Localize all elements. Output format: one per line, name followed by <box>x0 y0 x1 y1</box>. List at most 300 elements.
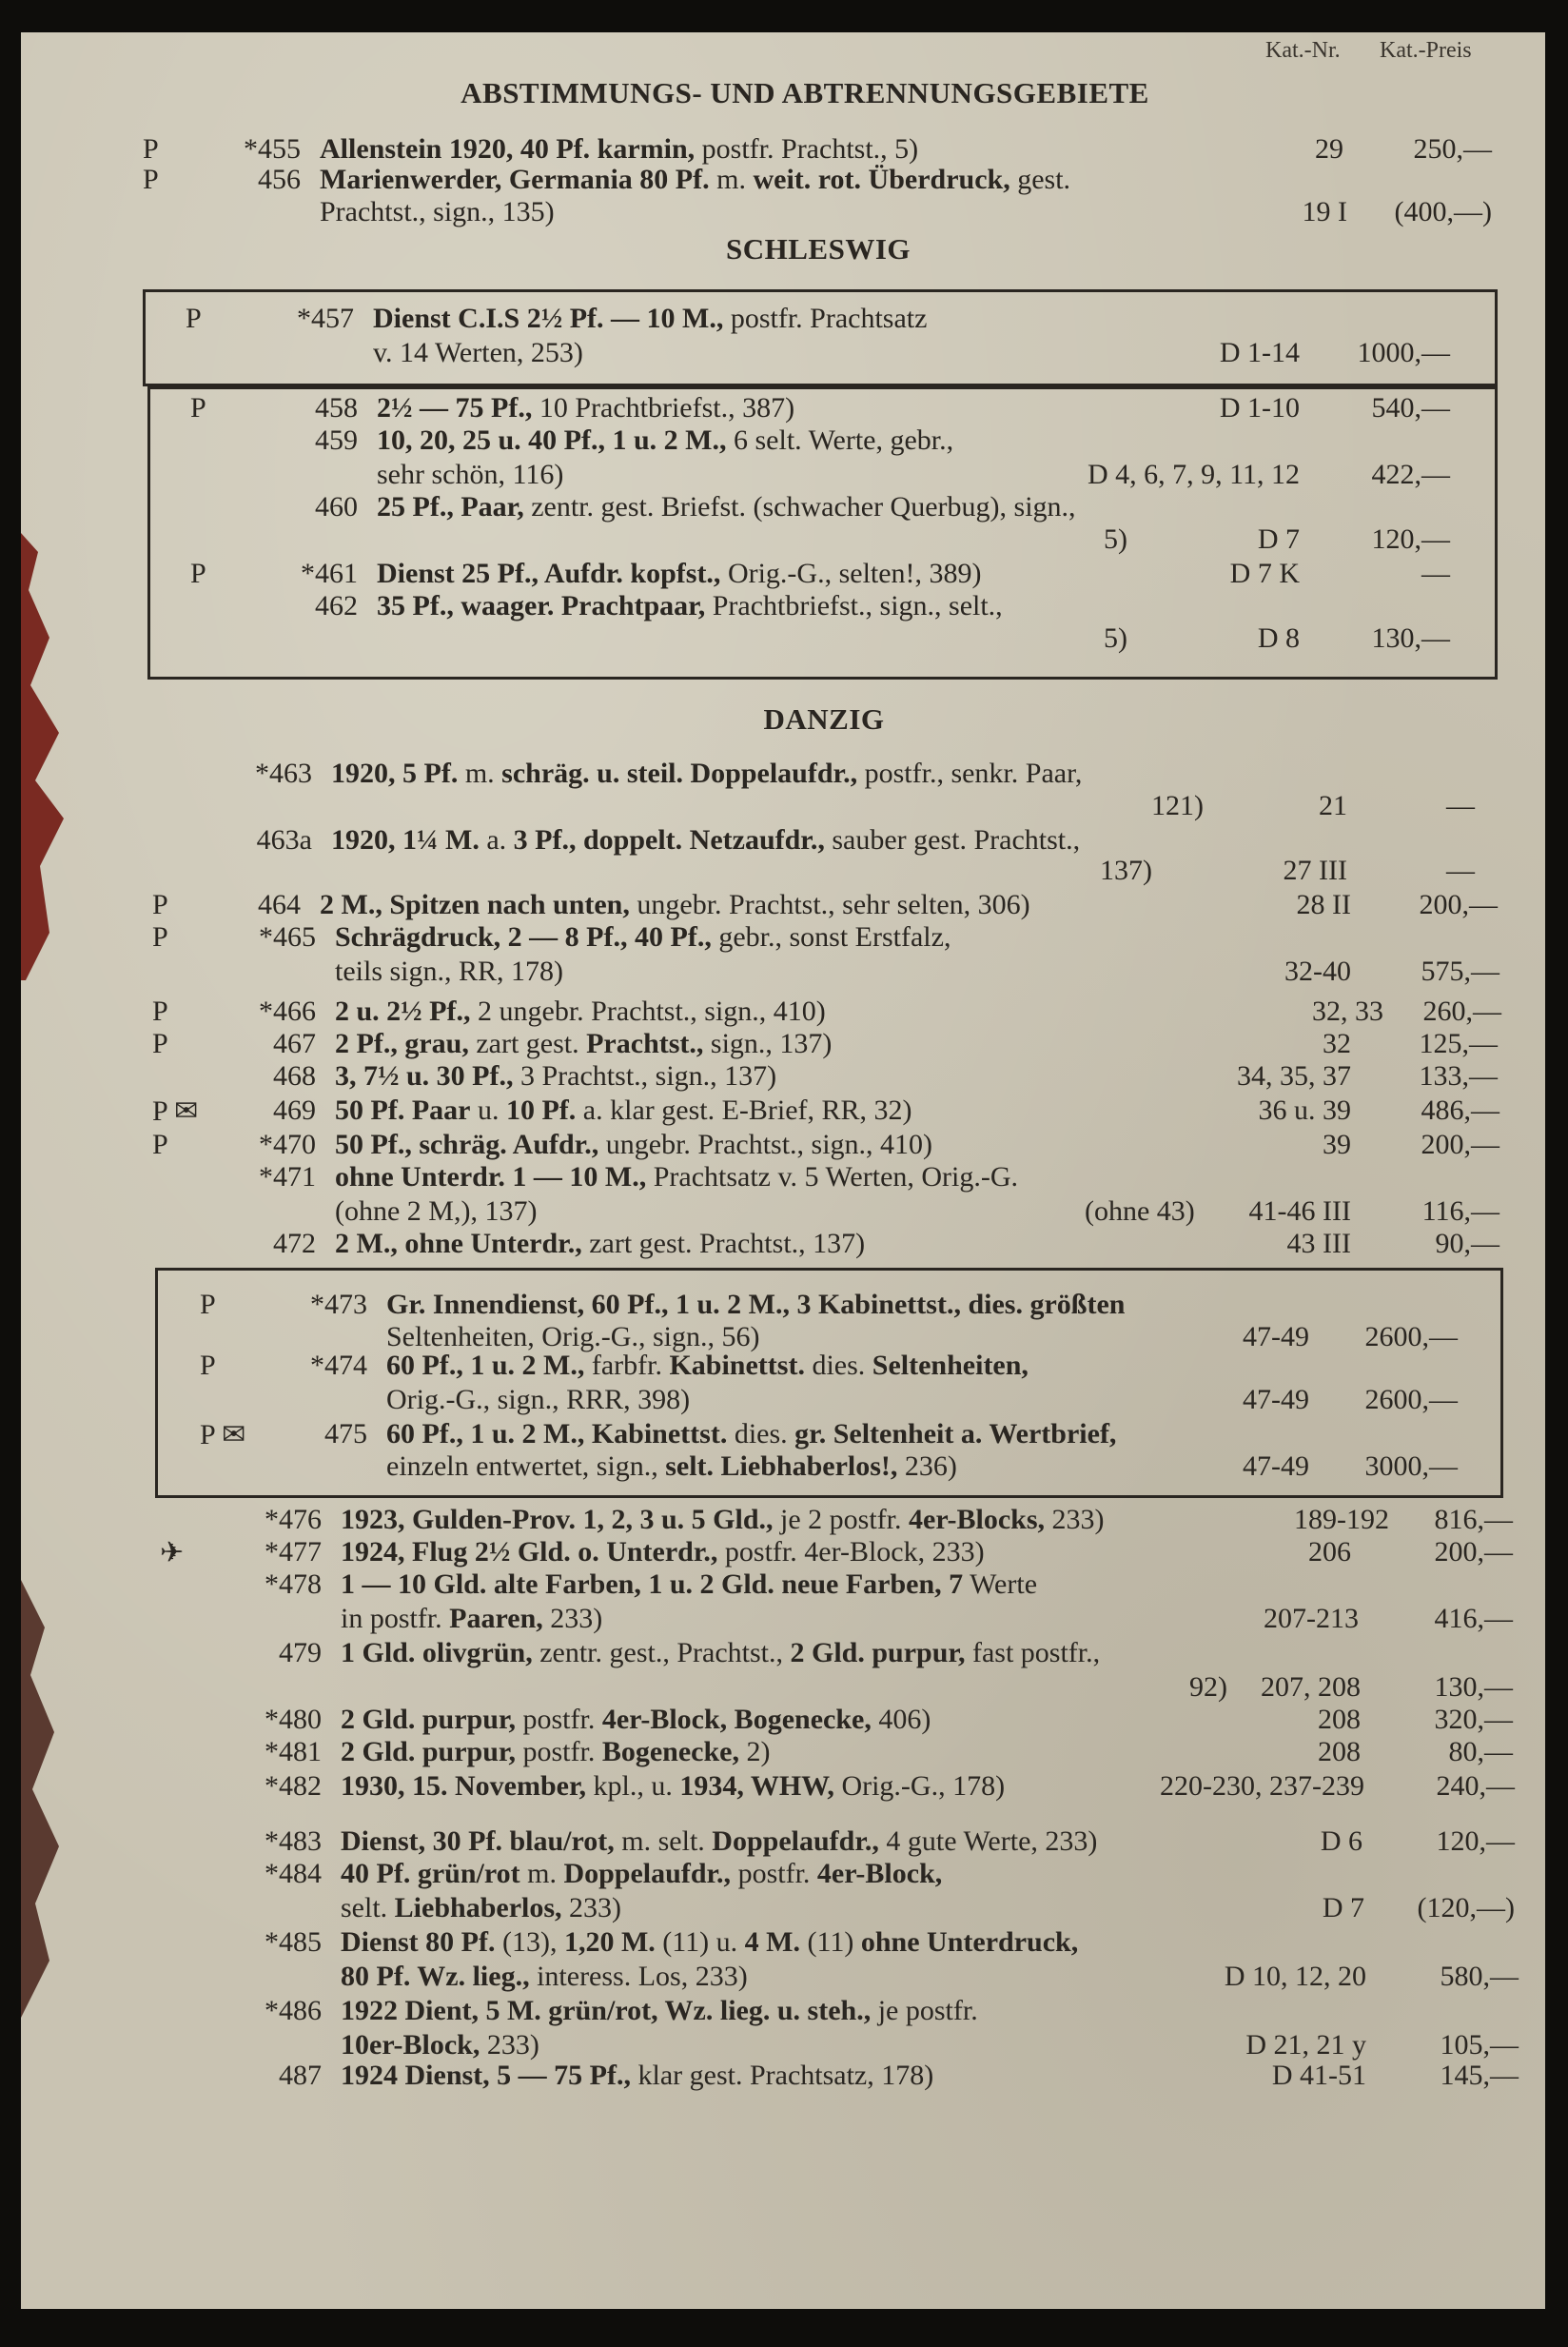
catalog-price: 133,— <box>1419 1060 1498 1092</box>
entry-description <box>335 1060 776 1093</box>
entry-text: gest. <box>1009 164 1071 195</box>
entry-text: Orig.-G., sign., RRR, 398) <box>386 1384 691 1415</box>
entry-bold-text: 4er-Block, Bogenecke, <box>601 1704 872 1735</box>
entry-number: 479 <box>279 1637 322 1668</box>
entry-text: 5) <box>1104 622 1127 654</box>
catalog-price: 422,— <box>1371 459 1450 490</box>
catalog-price: 1000,— <box>1357 337 1450 368</box>
entry-number: 472 <box>273 1228 316 1259</box>
entry-bold-text: selt. Liebhaberlos!, <box>665 1450 898 1482</box>
entry-number: 463a <box>256 824 312 856</box>
entry-text: zentr. gest. Briefst. (schwacher Querbug), sign., <box>523 491 1076 523</box>
entry-description <box>331 758 1082 790</box>
entry-description <box>335 996 826 1028</box>
entry-bold-text: Marienwerder, Germania 80 Pf. <box>320 164 710 195</box>
entry-description <box>341 1858 942 1890</box>
entry-text: m. <box>458 758 502 789</box>
kat-preis-header: Kat.-Preis <box>1380 38 1472 63</box>
entry-bold-text: 25 Pf., Paar, <box>377 491 524 523</box>
entry-bold-text: 2 u. 2½ Pf., <box>335 996 471 1027</box>
entry-description <box>386 1418 1116 1450</box>
entry-bold-text: gr. Seltenheit a. Wertbrief, <box>794 1418 1117 1450</box>
catalog-number: 34, 35, 37 <box>1237 1060 1351 1092</box>
entry-bold-text: 1,20 M. <box>563 1926 656 1958</box>
entry-description-line2 <box>386 1384 690 1416</box>
entry-text: Orig.-G., 178) <box>833 1770 1006 1802</box>
entry-text: 10 Prachtbriefst., 387) <box>532 392 795 424</box>
entry-text: (ohne 2 M,), 137) <box>335 1195 538 1227</box>
entry-text: kpl., u. <box>586 1770 680 1802</box>
catalog-number: 220-230, 237-239 <box>1160 1770 1364 1802</box>
entry-text: farbfr. <box>584 1350 670 1381</box>
entry-number: *466 <box>259 996 316 1027</box>
entry-number: *461 <box>301 558 358 589</box>
entry-text: gebr., sonst Erstfalz, <box>711 921 951 953</box>
entry-number: *455 <box>244 133 301 165</box>
entry-description-line2 <box>341 2029 539 2061</box>
entry-description <box>320 164 1070 196</box>
catalog-price: 486,— <box>1421 1095 1499 1126</box>
catalog-number: 43 III <box>1286 1228 1351 1259</box>
entry-text: ungebr. Prachtst., sign., 410) <box>598 1129 933 1160</box>
entry-bold-text: Allenstein 1920, 40 Pf. karmin, <box>320 133 696 165</box>
catalog-number: 47-49 <box>1243 1321 1309 1352</box>
catalog-number: D 10, 12, 20 <box>1224 1961 1366 1992</box>
entry-number: *471 <box>259 1161 316 1193</box>
entry-bold-text: Dienst, 30 Pf. blau/rot, <box>341 1825 615 1857</box>
entry-text: in postfr. <box>341 1603 450 1634</box>
entry-bold-text: 2 M., ohne Unterdr., <box>335 1228 582 1259</box>
entry-number: *483 <box>265 1825 322 1857</box>
entry-number: 456 <box>258 164 301 195</box>
entry-description <box>373 303 927 335</box>
entry-text: m. <box>709 164 754 195</box>
entry-description <box>341 1536 985 1568</box>
entry-number: 464 <box>258 889 301 920</box>
entry-bold-text: Paaren, <box>449 1603 543 1634</box>
entry-description <box>377 392 794 424</box>
catalog-price: (400,—) <box>1394 196 1492 227</box>
catalog-price: 145,— <box>1440 2060 1519 2091</box>
catalog-number: D 7 K <box>1229 558 1300 589</box>
entry-description-line2 <box>1100 855 1152 887</box>
entry-text: postfr. 4er-Block, 233) <box>717 1536 985 1568</box>
entry-number: 460 <box>315 491 358 523</box>
entry-description <box>377 558 982 590</box>
entry-bold-text: 10, 20, 25 u. 40 Pf., 1 u. 2 M., <box>377 424 727 456</box>
entry-bold-text: 2 Gld. purpur, <box>790 1637 966 1668</box>
entry-bold-text: Kabinettst. <box>669 1350 805 1381</box>
entry-bold-text: ohne Unterdruck, <box>860 1926 1079 1958</box>
entry-bold-text: 2½ — 75 Pf., <box>377 392 533 424</box>
entry-description <box>341 1704 931 1736</box>
catalog-number: D 1-10 <box>1219 392 1300 424</box>
entry-bold-text: weit. rot. Überdruck, <box>753 164 1010 195</box>
entry-bold-text: 4er-Blocks, <box>909 1504 1046 1535</box>
entry-description <box>341 1995 978 2027</box>
entry-bold-text: Seltenheiten, <box>872 1350 1029 1381</box>
entry-bold-text: 3, 7½ u. 30 Pf., <box>335 1060 514 1092</box>
entry-text: 121) <box>1151 790 1204 821</box>
catalog-price: 575,— <box>1421 956 1499 987</box>
catalog-price: 120,— <box>1436 1825 1515 1857</box>
entry-mark: P <box>190 558 206 589</box>
entry-bold-text: 60 Pf., 1 u. 2 M., <box>386 1350 585 1381</box>
entry-bold-text: 1922 Dient, 5 M. grün/rot, Wz. lieg. u. steh., <box>341 1995 872 2026</box>
entry-description <box>341 1825 1097 1858</box>
entry-text: postfr., senkr. Paar, <box>857 758 1083 789</box>
entry-number: *484 <box>265 1858 322 1889</box>
entry-bold-text: Gr. Innendienst, 60 Pf., 1 u. 2 M., 3 Kabinettst., dies. größten <box>386 1289 1126 1320</box>
entry-number: *476 <box>265 1504 322 1535</box>
entry-text: 233) <box>542 1603 603 1634</box>
catalog-price: 250,— <box>1413 133 1492 165</box>
entry-text: Werte <box>963 1568 1038 1600</box>
entry-text: klar gest. Prachtsatz, 178) <box>630 2060 934 2091</box>
entry-description-line2 <box>1189 1671 1227 1704</box>
catalog-number: 21 <box>1319 790 1347 821</box>
entry-text: sign., 137) <box>703 1028 833 1059</box>
entry-description-line2 <box>341 1892 621 1924</box>
catalog-number: 47-49 <box>1243 1450 1309 1482</box>
entry-text: je postfr. <box>871 1995 978 2026</box>
entry-description <box>341 2060 933 2092</box>
entry-bold-text: 1920, 1¼ M. <box>331 824 480 856</box>
catalog-number: 207, 208 <box>1261 1671 1361 1703</box>
entry-number: *465 <box>259 921 316 953</box>
entry-mark: ✈ <box>160 1537 185 1568</box>
entry-text: postfr. Prachtst., 5) <box>695 133 919 165</box>
catalog-number: 208 <box>1318 1736 1361 1767</box>
entry-mark: P ✉ <box>200 1419 246 1450</box>
entry-number: *485 <box>265 1926 322 1958</box>
catalog-price: 240,— <box>1436 1770 1515 1802</box>
entry-text: 6 selt. Werte, gebr., <box>726 424 954 456</box>
entry-description-line2 <box>341 1603 602 1635</box>
entry-description-line2 <box>335 956 563 988</box>
entry-bold-text: 50 Pf., schräg. Aufdr., <box>335 1129 599 1160</box>
catalog-price: 130,— <box>1371 622 1450 654</box>
entry-text: sehr schön, 116) <box>377 459 564 490</box>
entry-mark: P <box>200 1350 216 1381</box>
entry-number: *473 <box>310 1289 367 1320</box>
entry-bold-text: Prachtst., <box>586 1028 704 1059</box>
entry-bold-text: 3 Pf., doppelt. Netzaufdr., <box>513 824 825 856</box>
catalog-number: 41-46 III <box>1248 1195 1351 1227</box>
catalog-price: 580,— <box>1440 1961 1519 1992</box>
entry-note: (ohne 43) <box>1085 1195 1195 1227</box>
catalog-number: 207-213 <box>1264 1603 1359 1634</box>
entry-number: *463 <box>255 758 312 789</box>
entry-bold-text: 35 Pf., waager. Prachtpaar, <box>377 590 706 621</box>
entry-text: 233) <box>480 2029 539 2061</box>
entry-mark: P <box>152 996 168 1027</box>
entry-bold-text: 2 Pf., grau, <box>335 1028 469 1059</box>
catalog-number: 27 III <box>1283 855 1347 886</box>
catalog-number: 32, 33 <box>1312 996 1383 1027</box>
catalog-number: D 41-51 <box>1271 2060 1366 2091</box>
catalog-price: 80,— <box>1448 1736 1513 1767</box>
entry-number: 469 <box>273 1095 316 1126</box>
entry-text: Prachtsatz v. 5 Werten, Orig.-G. <box>646 1161 1019 1193</box>
entry-description-line2 <box>386 1450 957 1483</box>
catalog-number: 39 <box>1323 1129 1351 1160</box>
entry-number: *480 <box>265 1704 322 1735</box>
entry-description <box>335 1129 932 1161</box>
entry-bold-text: Dienst 25 Pf., Aufdr. kopfst., <box>377 558 721 589</box>
catalog-number: 28 II <box>1296 889 1351 920</box>
entry-description-line2 <box>335 1195 537 1228</box>
entry-description <box>335 1228 865 1260</box>
entry-description <box>341 1637 1100 1669</box>
entry-text: ungebr. Prachtst., sehr selten, 306) <box>629 889 1030 920</box>
catalog-price: 200,— <box>1419 889 1498 920</box>
entry-mark: P <box>152 1129 168 1160</box>
entry-bold-text: 4 M. <box>744 1926 800 1958</box>
entry-bold-text: 1924 Dienst, 5 — 75 Pf., <box>341 2060 631 2091</box>
entry-bold-text: Dienst C.I.S 2½ Pf. — 10 M., <box>373 303 724 334</box>
catalog-number: 19 I <box>1302 196 1347 227</box>
entry-text: a. klar gest. E-Brief, RR, 32) <box>576 1095 912 1126</box>
entry-mark: P <box>152 1028 168 1059</box>
entry-text: v. 14 Werten, 253) <box>373 337 583 368</box>
entry-description <box>335 1095 912 1127</box>
catalog-price: 120,— <box>1371 523 1450 555</box>
entry-mark: P <box>200 1289 216 1320</box>
catalog-number: D 7 <box>1322 1892 1364 1923</box>
entry-text: 236) <box>897 1450 957 1482</box>
entry-text: 4 gute Werte, 233) <box>878 1825 1098 1857</box>
catalog-number: 36 u. 39 <box>1258 1095 1351 1126</box>
entry-text: postfr. Prachtsatz <box>723 303 928 334</box>
catalog-price: — <box>1446 790 1475 821</box>
entry-text: interess. Los, 233) <box>529 1961 748 1992</box>
entry-text: 92) <box>1189 1671 1227 1703</box>
entry-bold-text: Doppelaufdr., <box>563 1858 732 1889</box>
entry-description-line2 <box>1104 622 1127 655</box>
entry-text: dies. <box>804 1350 872 1381</box>
entry-description-line2 <box>377 459 563 491</box>
entry-text: zart gest. Prachtst., 137) <box>581 1228 866 1259</box>
entry-text: (11) u. <box>655 1926 745 1958</box>
entry-bold-text: Dienst 80 Pf. <box>341 1926 496 1958</box>
entry-description <box>335 1028 832 1060</box>
entry-bold-text: 50 Pf. Paar <box>335 1095 471 1126</box>
entry-mark: P ✉ <box>152 1095 199 1127</box>
entry-number: 462 <box>315 590 358 621</box>
catalog-number: D 4, 6, 7, 9, 11, 12 <box>1087 459 1300 490</box>
entry-number: 475 <box>324 1418 367 1450</box>
catalog-number: D 21, 21 y <box>1245 2029 1366 2061</box>
entry-number: *457 <box>297 303 354 334</box>
entry-text: Seltenheiten, <box>386 1321 535 1352</box>
catalog-number: D 8 <box>1257 622 1300 654</box>
entry-number: *482 <box>265 1770 322 1802</box>
entry-text: je 2 postfr. <box>773 1504 910 1535</box>
entry-bold-text: 40 Pf. grün/rot <box>341 1858 520 1889</box>
entry-text: m. <box>519 1858 564 1889</box>
entry-number: 487 <box>279 2060 322 2091</box>
entry-number: *481 <box>265 1736 322 1767</box>
entry-text: sauber gest. Prachtst., <box>824 824 1081 856</box>
section-title-schleswig: SCHLESWIG <box>725 232 911 266</box>
entry-description <box>341 1504 1105 1536</box>
catalog-price: 116,— <box>1421 1195 1499 1227</box>
entry-number: 459 <box>315 424 358 456</box>
entry-text: Prachtbriefst., sign., selt., <box>705 590 1003 621</box>
entry-bold-text: 60 Pf., 1 u. 2 M., Kabinettst. <box>386 1418 728 1450</box>
catalog-number: D 1-14 <box>1219 337 1300 368</box>
entry-description <box>341 1736 770 1768</box>
entry-mark: P <box>152 889 168 920</box>
entry-text: teils sign., RR, 178) <box>335 956 564 987</box>
catalog-price: 125,— <box>1419 1028 1498 1059</box>
catalog-price: 130,— <box>1434 1671 1513 1703</box>
entry-mark: P <box>143 164 159 195</box>
entry-text: 2) <box>738 1736 771 1767</box>
catalog-price: 200,— <box>1421 1129 1499 1160</box>
entry-description <box>320 133 918 166</box>
entry-bold-text: 2 M., Spitzen nach unten, <box>320 889 630 920</box>
entry-number: 468 <box>273 1060 316 1092</box>
entry-text: Orig.-G., selten!, 389) <box>720 558 982 589</box>
catalog-price: 3000,— <box>1364 1450 1458 1482</box>
kat-nr-header: Kat.-Nr. <box>1265 38 1341 63</box>
entry-bold-text: Doppelaufdr., <box>712 1825 879 1857</box>
catalog-price: 416,— <box>1434 1603 1513 1634</box>
entry-text: m. selt. <box>614 1825 713 1857</box>
entry-description <box>386 1289 1125 1321</box>
entry-text: selt. <box>341 1892 395 1923</box>
entry-bold-text: 1 Gld. olivgrün, <box>341 1637 533 1668</box>
entry-text: einzeln entwertet, sign., <box>386 1450 666 1482</box>
entry-description <box>377 590 1003 622</box>
entry-bold-text: 80 Pf. Wz. lieg., <box>341 1961 530 1992</box>
catalog-price: 200,— <box>1434 1536 1513 1568</box>
entry-text: 406) <box>871 1704 931 1735</box>
entry-bold-text: 2 Gld. purpur, <box>341 1736 516 1767</box>
entry-number: *478 <box>265 1568 322 1600</box>
section-title-danzig: DANZIG <box>763 702 885 736</box>
entry-description <box>335 1161 1018 1193</box>
entry-text: zentr. gest., Prachtst., <box>532 1637 791 1668</box>
entry-bold-text: 1 — 10 Gld. alte Farben, 1 u. 2 Gld. neue Farben, 7 <box>341 1568 964 1600</box>
entry-number: *477 <box>265 1536 322 1568</box>
catalog-price: 320,— <box>1434 1704 1513 1735</box>
catalog-price: (120,—) <box>1417 1892 1515 1923</box>
catalog-price: 260,— <box>1422 996 1501 1027</box>
entry-bold-text: 4er-Block, <box>816 1858 943 1889</box>
catalog-price: 105,— <box>1440 2029 1519 2061</box>
catalog-price: 90,— <box>1435 1228 1499 1259</box>
entry-text: 5) <box>1104 523 1127 555</box>
catalog-number: D 6 <box>1320 1825 1362 1857</box>
catalog-number: 208 <box>1318 1704 1361 1735</box>
entry-text: postfr. <box>515 1736 602 1767</box>
entry-bold-text: 1924, Flug 2½ Gld. o. Unterdr., <box>341 1536 718 1568</box>
catalog-price: — <box>1446 855 1475 886</box>
entry-description <box>341 1568 1037 1601</box>
catalog-number: 189-192 <box>1294 1504 1389 1535</box>
entry-bold-text: Liebhaberlos, <box>394 1892 562 1923</box>
entry-number: *470 <box>259 1129 316 1160</box>
entry-bold-text: Schrägdruck, 2 — 8 Pf., 40 Pf., <box>335 921 712 953</box>
entry-description-line2 <box>341 1961 748 1993</box>
entry-number: 467 <box>273 1028 316 1059</box>
entry-bold-text: 10 Pf. <box>505 1095 577 1126</box>
catalog-number: 32 <box>1323 1028 1351 1059</box>
entry-description-line2 <box>1104 523 1127 556</box>
entry-number: *486 <box>265 1995 322 2026</box>
entry-text: 2 ungebr. Prachtst., sign., 410) <box>470 996 826 1027</box>
catalog-number: 206 <box>1308 1536 1351 1568</box>
entry-text: zart gest. <box>468 1028 587 1059</box>
entry-number: 458 <box>315 392 358 424</box>
entry-mark: P <box>186 303 202 334</box>
torn-paper-edge <box>21 533 78 2309</box>
entry-bold-text: 10er-Block, <box>341 2029 480 2061</box>
entry-description-line2 <box>320 196 555 228</box>
entry-description <box>341 1926 1078 1959</box>
entry-text: postfr. <box>515 1704 602 1735</box>
entry-bold-text: Bogenecke, <box>601 1736 739 1767</box>
section-title-abstimmung: ABSTIMMUNGS- UND ABTRENNUNGSGEBIETE <box>461 76 1149 109</box>
entry-bold-text: 2 Gld. purpur, <box>341 1704 516 1735</box>
entry-text: a. <box>479 824 514 856</box>
catalog-price: 540,— <box>1371 392 1450 424</box>
entry-bold-text: 1920, 5 Pf. <box>331 758 459 789</box>
entry-text: (13), <box>495 1926 564 1958</box>
entry-bold-text: schräg. u. steil. Doppelaufdr., <box>501 758 858 789</box>
entry-bold-text: ohne Unterdr. 1 — 10 M., <box>335 1161 647 1193</box>
entry-text: fast postfr., <box>965 1637 1101 1668</box>
entry-description-line2 <box>373 337 583 369</box>
catalog-price: 816,— <box>1434 1504 1513 1535</box>
catalog-price: 2600,— <box>1364 1384 1458 1415</box>
entry-description <box>377 491 1076 523</box>
catalog-number: 29 <box>1315 133 1343 165</box>
entry-mark: P <box>190 392 206 424</box>
entry-description <box>320 889 1030 921</box>
entry-mark: P <box>143 133 159 165</box>
catalog-number: 32-40 <box>1284 956 1351 987</box>
catalog-number: D 7 <box>1257 523 1300 555</box>
entry-description <box>335 921 951 954</box>
entry-text: 137) <box>1100 855 1152 886</box>
entry-text: Orig.-G., sign., 56) <box>534 1321 760 1352</box>
entry-description <box>341 1770 1005 1803</box>
entry-text: dies. <box>727 1418 795 1450</box>
entry-text: u. <box>470 1095 506 1126</box>
entry-description <box>331 824 1080 857</box>
entry-text: 3 Prachtst., sign., 137) <box>513 1060 777 1092</box>
entry-description <box>377 424 953 457</box>
entry-text: 233) <box>561 1892 622 1923</box>
entry-text: Prachtst., sign., 135) <box>320 196 555 227</box>
entry-text: 233) <box>1045 1504 1105 1535</box>
entry-mark: P <box>152 921 168 953</box>
entry-text: postfr. <box>731 1858 817 1889</box>
entry-bold-text: 1934, WHW, <box>679 1770 834 1802</box>
entry-description-line2 <box>1151 790 1204 822</box>
catalog-number: 47-49 <box>1243 1384 1309 1415</box>
catalog-price: — <box>1421 558 1450 589</box>
entry-bold-text: 1930, 15. November, <box>341 1770 587 1802</box>
entry-description <box>386 1350 1029 1382</box>
entry-text: (11) <box>800 1926 861 1958</box>
catalog-price: 2600,— <box>1364 1321 1458 1352</box>
entry-number: *474 <box>310 1350 367 1381</box>
